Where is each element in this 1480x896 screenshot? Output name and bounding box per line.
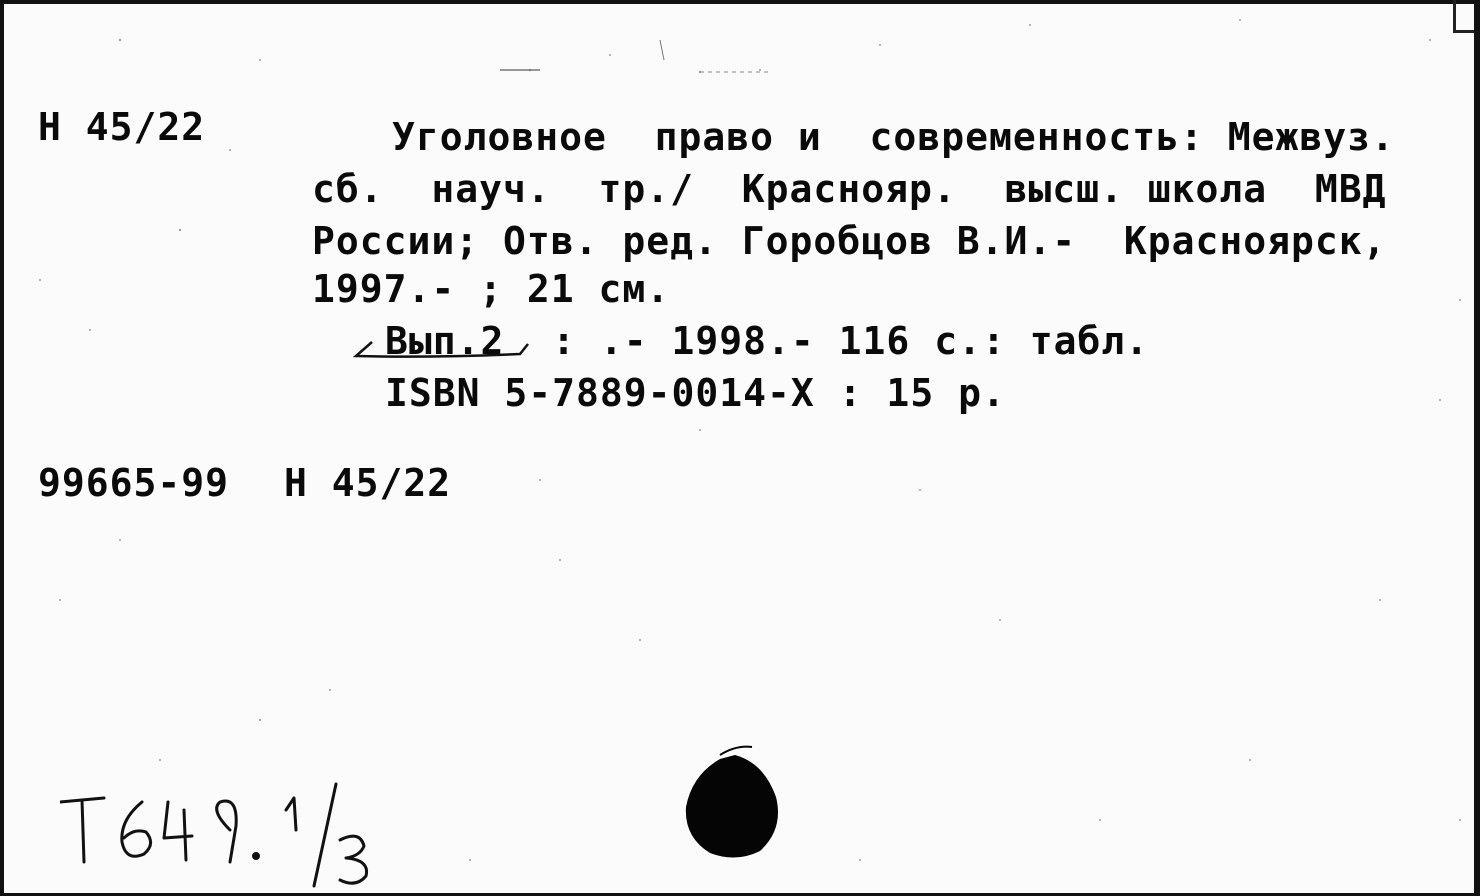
description-line-4: 1997.- ; 21 см.: [312, 267, 671, 311]
handwritten-note: [60, 780, 400, 890]
description-line-3: России; Отв. ред. Горобцов В.И.- Красноярск,: [312, 219, 1387, 263]
shelf-mark: Н 45/22: [38, 105, 206, 149]
handwritten-underline-mark: [350, 336, 550, 366]
punch-hole: [680, 745, 790, 865]
issue-line: Вып.2 : .- 1998.- 116 с.: табл.: [385, 319, 1150, 363]
description-line-2: сб. науч. тр./ Краснояр. высш. школа МВД: [312, 167, 1387, 211]
isbn-line: ISBN 5-7889-0014-X : 15 р.: [385, 371, 1006, 415]
accession-shelf-mark: Н 45/22: [284, 461, 452, 505]
accession-number: 99665-99: [38, 461, 230, 505]
title-line: Уголовное право и современность: Межвуз.: [392, 115, 1395, 159]
